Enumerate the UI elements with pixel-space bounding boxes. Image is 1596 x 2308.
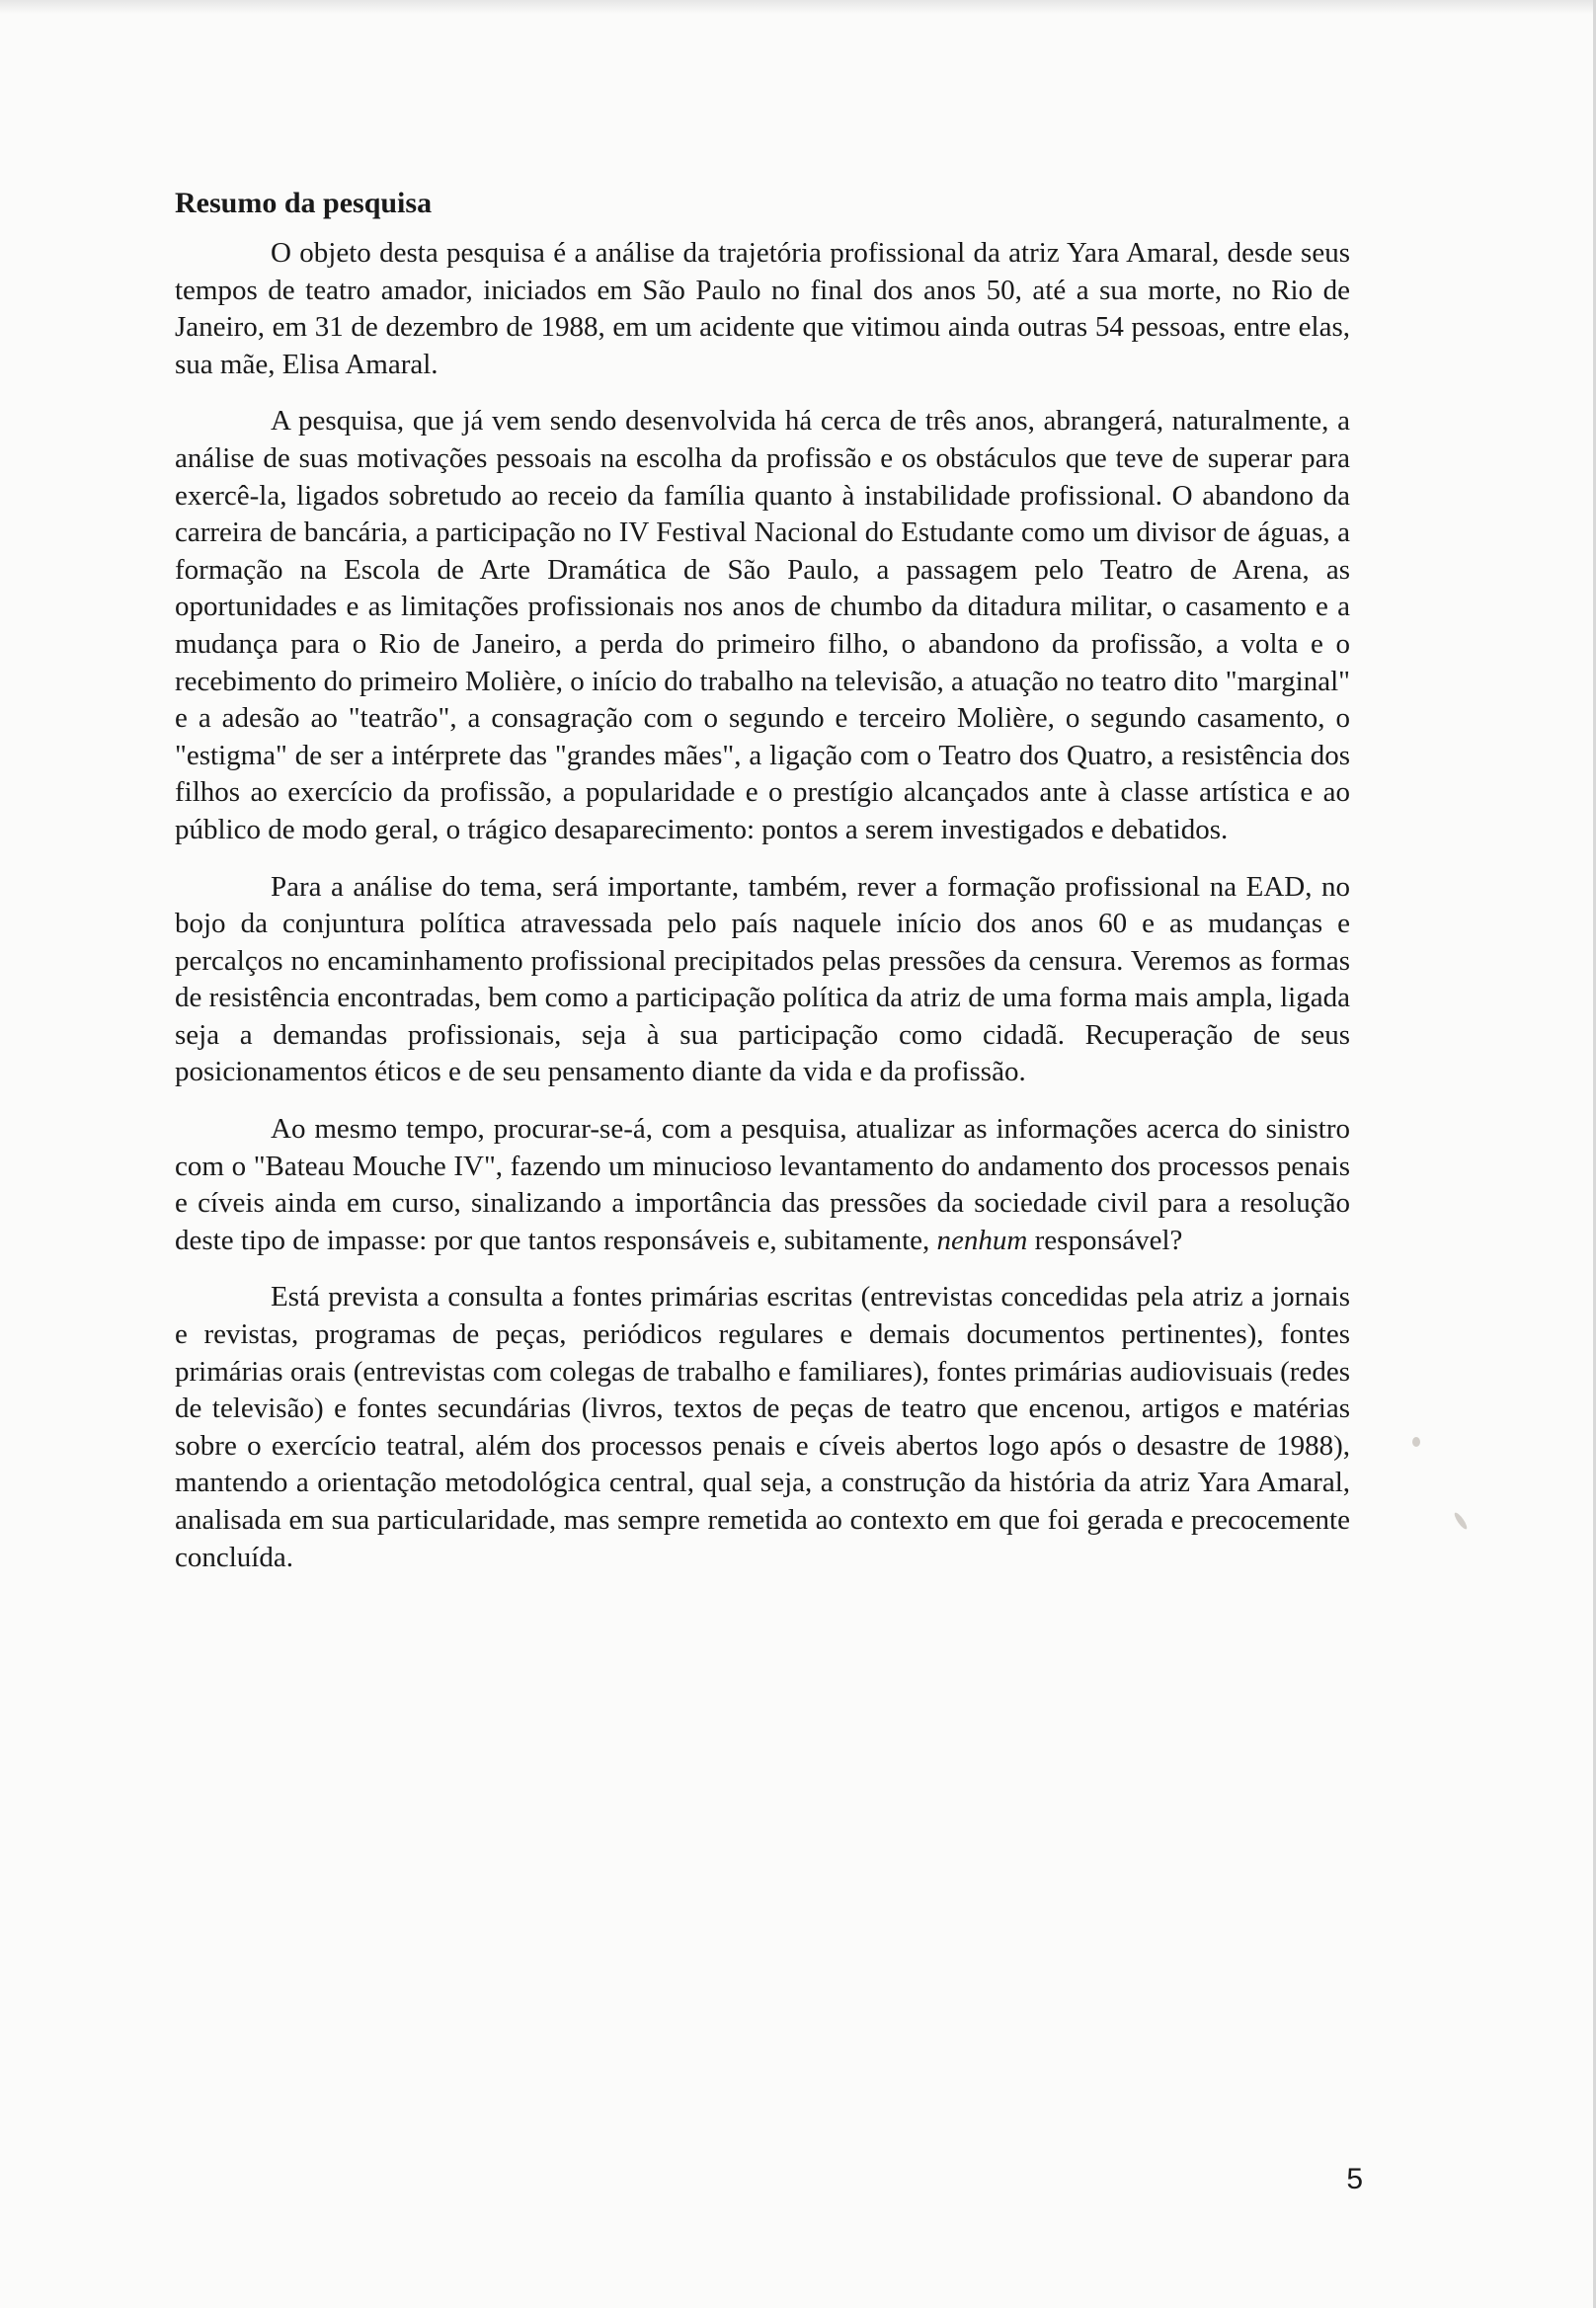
paragraph-4-text: Ao mesmo tempo, procurar-se-á, com a pesquisa, atualizar as informações acerca do sinistro com o "Bateau Mouche IV", fazendo um minucioso levantamento do andamento dos processos penais e cíveis ainda em curso, sinalizando a importância das pressões da sociedade civil para a resolução deste tipo de impasse: por que tantos responsáveis e, subitamente, <box>175 1113 1350 1256</box>
document-body <box>175 184 1350 1596</box>
paragraph-3: Para a análise do tema, será importante, também, rever a formação profissional na EAD, no bojo da conjuntura política atravessada pelo país naquele início dos anos 60 e as mudanças e percalços no encaminhamento profissional precipitados pelas pressões da censura. Veremos as formas de resistência encontradas, bem como a participação política da atriz de uma forma mais ampla, ligada seja a demandas profissionais, seja à sua participação como cidadã. Recuperação de seus posicionamentos éticos e de seu pensamento diante da vida e da profissão. <box>175 870 1350 1088</box>
paragraph-4-emphasis: nenhum <box>936 1224 1028 1256</box>
page-number: 5 <box>1346 2163 1363 2195</box>
paragraph-1: O objeto desta pesquisa é a análise da trajetória profissional da atriz Yara Amaral, desde seus tempos de teatro amador, iniciados em São Paulo no final dos anos 50, até a sua morte, no Rio de Janeiro, em 31 de dezembro de 1988, em um acidente que vitimou ainda outras 54 pessoas, entre elas, sua mãe, Elisa Amaral. <box>175 237 1350 380</box>
paragraph-2: A pesquisa, que já vem sendo desenvolvida há cerca de três anos, abrangerá, naturalmente, a análise de suas motivações pessoais na escolha da profissão e os obstáculos que teve de superar para exercê-la, ligados sobretudo ao receio da família quanto à instabilidade profissional. O abandono da carreira de bancária, a participação no IV Festival Nacional do Estudante como um divisor de águas, a formação na Escola de Arte Dramática de São Paulo, a passagem pelo Teatro de Arena, as oportunidades e as limitações profissionais nos anos de chumbo da ditadura militar, o casamento e a mudança para o Rio de Janeiro, a perda do primeiro filho, o abandono da profissão, a volta e o recebimento do primeiro Molière, o início do trabalho na televisão, a atuação no teatro dito "marginal" e a adesão ao "teatrão", a consagração com o segundo e terceiro Molière, o segundo casamento, o "estigma" de ser a intérprete das "grandes mães", a ligação com o Teatro dos Quatro, a resistência dos filhos ao exercício da profissão, a popularidade e o prestígio alcançados ante à classe artística e ao público de modo geral, o trágico desaparecimento: pontos a serem investigados e debatidos. <box>175 405 1350 845</box>
scan-speck <box>1453 1511 1469 1531</box>
section-title: Resumo da pesquisa <box>175 187 433 219</box>
paragraph-4 <box>175 1111 1350 1259</box>
paragraph-5: Está prevista a consulta a fontes primárias escritas (entrevistas concedidas pela atriz a jornais e revistas, programas de peças, periódicos regulares e demais documentos pertinentes), fontes primárias orais (entrevistas com colegas de trabalho e familiares), fontes primárias audiovisuais (redes de televisão) e fontes secundárias (livros, textos de peças de teatro que encenou, artigos e matérias sobre o exercício teatral, além dos processos penais e cíveis abertos logo após o desastre de 1988), mantendo a orientação metodológica central, qual seja, a construção da história da atriz Yara Amaral, analisada em sua particularidade, mas sempre remetida ao contexto em que foi gerada e precocemente concluída. <box>175 1281 1350 1573</box>
scan-speck <box>1412 1437 1420 1447</box>
paragraph-4-end: responsável? <box>1027 1224 1183 1256</box>
